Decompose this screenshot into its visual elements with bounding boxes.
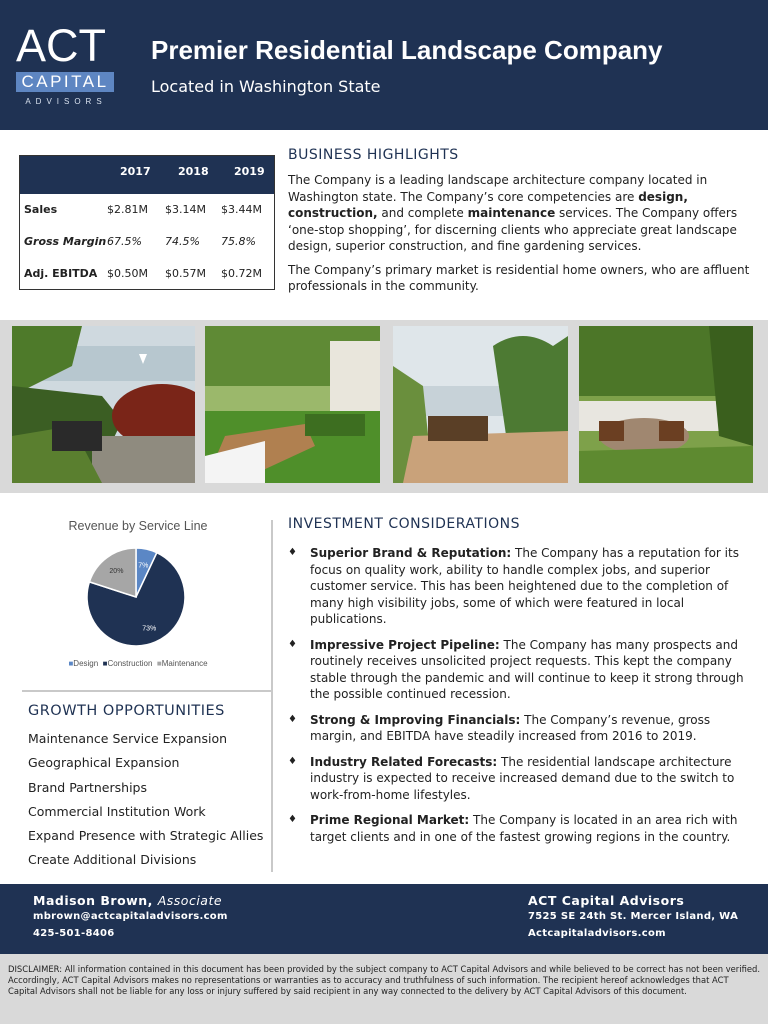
table-cell: $2.81M (107, 203, 148, 216)
list-item (288, 812, 748, 845)
legend-swatch: ■ (156, 659, 162, 668)
legend-entry-construction: Construction (107, 659, 153, 668)
year-header: 2017 (120, 165, 151, 178)
item-heading: Strong & Improving Financials: (310, 712, 521, 727)
logo-advisors-text: ADVISORS (25, 97, 107, 106)
diamond-bullet-icon: ♦ (288, 638, 297, 650)
contact-email[interactable]: mbrown@actcapitaladvisors.com (33, 911, 228, 922)
page-subtitle: Located in Washington State (151, 77, 381, 96)
investment-considerations-title: INVESTMENT CONSIDERATIONS (288, 516, 520, 532)
text-span-bold: maintenance (467, 206, 556, 220)
highlights-paragraph-2: The Company’s primary market is residential home owners, who are affluent professionals in the community. (288, 262, 750, 293)
diamond-bullet-icon: ♦ (288, 713, 297, 725)
landscape-photo-lakeside (12, 326, 195, 483)
table-cell: $3.44M (221, 203, 262, 216)
table-cell: 75.8% (221, 235, 256, 248)
disclaimer: DISCLAIMER: All information contained in this document has been provided by the subject company to ACT Capital Advisors and while believed to be correct has not been verified. Accordingly, ACT Capital Advisors makes no representations or warranties as to accuracy and truthfulness of such information. The recipient hereof acknowledges that ACT Capital Advisors shall not be liable for any loss or injury suffered by said recipient in any way connected to the delivery by ACT Capital Advisors of this document. (0, 954, 768, 1024)
revenue-pie-chart (18, 512, 258, 682)
contact-footer (0, 884, 768, 954)
item-text: The Company has many prospects and routinely receives unsolicited project requests. This kept the company stable through the pandemic and will continue to keep it strong through the possible continued recession. (310, 637, 744, 701)
section-divider (22, 690, 271, 692)
diamond-bullet-icon: ♦ (288, 755, 297, 767)
row-label: Adj. EBITDA (24, 267, 98, 280)
contact-name-text: Madison Brown, (33, 893, 153, 908)
pie-svg (18, 512, 258, 682)
company-logo (16, 20, 116, 106)
list-item (288, 712, 748, 745)
item-text: The residential landscape architecture industry is expected to receive increased demand due to the switch to work-from-home lifestyles. (310, 754, 735, 802)
firm-address: 7525 SE 24th St. Mercer Island, WA (528, 911, 739, 922)
page-title: Premier Residential Landscape Company (151, 35, 663, 65)
table-row-gross-margin (20, 226, 274, 258)
landscape-photo-fire-pit (579, 326, 753, 483)
table-cell: $0.72M (221, 267, 262, 280)
contact-role: Associate (157, 893, 223, 908)
highlights-paragraph-1 (288, 172, 750, 255)
contact-phone[interactable]: 425-501-8406 (33, 928, 115, 939)
table-cell: $0.50M (107, 267, 148, 280)
pie-data-label: 73% (142, 625, 157, 633)
table-cell: 74.5% (165, 235, 200, 248)
item-heading: Prime Regional Market: (310, 813, 470, 827)
column-divider (271, 520, 273, 872)
text-span-bold: design, construction, (288, 189, 688, 220)
year-header: 2018 (178, 165, 209, 178)
logo-act-text: ACT (16, 20, 106, 71)
list-item (288, 637, 748, 703)
logo-capital-text: CAPITAL (16, 72, 114, 92)
list-item: Geographical Expansion (28, 755, 180, 771)
financials-header-row (20, 156, 274, 194)
list-item (288, 545, 748, 628)
legend-swatch: ■ (68, 659, 74, 668)
item-text: The Company has a reputation for its focus on quality work, ability to handle complex jobs, and superior customer service. This has been heightened due to the completion of many high visibility jobs, some of which were featured in local publications. (310, 546, 739, 626)
table-cell: $0.57M (165, 267, 206, 280)
list-item: Expand Presence with Strategic Allies (28, 828, 264, 844)
diamond-bullet-icon: ♦ (288, 814, 297, 825)
photo-gallery (0, 320, 768, 493)
firm-name: ACT Capital Advisors (528, 893, 685, 908)
legend-entry-design: Design (73, 659, 99, 668)
row-label: Gross Margin (24, 235, 107, 248)
text-span: services. The Company offers ‘one-stop shopping’, for discerning clients who appreciate great landscape design, superior construction, and fine gardening services. (288, 206, 738, 253)
growth-opportunities-title: GROWTH OPPORTUNITIES (28, 703, 225, 719)
row-label: Sales (24, 203, 58, 216)
landscape-photo-patio (393, 326, 568, 483)
financials-table (19, 155, 275, 290)
item-heading: Industry Related Forecasts: (310, 754, 498, 769)
business-highlights-body (288, 172, 750, 302)
investment-considerations-list (288, 545, 748, 854)
business-highlights-title: BUSINESS HIGHLIGHTS (288, 147, 459, 163)
year-header: 2019 (234, 165, 265, 178)
list-item: Brand Partnerships (28, 779, 147, 795)
legend-swatch: ■ (102, 659, 108, 668)
list-item: Commercial Institution Work (28, 803, 206, 819)
pie-data-label: 20% (109, 568, 124, 576)
text-span: and complete (377, 206, 468, 220)
diamond-bullet-icon: ♦ (288, 547, 297, 558)
contact-name (33, 893, 222, 908)
item-heading: Superior Brand & Reputation: (310, 546, 512, 560)
legend-entry-maintenance: Maintenance (161, 659, 208, 668)
header-banner (0, 0, 768, 130)
item-text: The Company is located in an area rich with target clients and in one of the fastest growing regions in the country. (310, 813, 738, 844)
firm-website[interactable]: Actcapitaladvisors.com (528, 928, 666, 939)
chart-title: Revenue by Service Line (68, 519, 208, 533)
growth-opportunities-list (28, 730, 263, 876)
table-cell: $3.14M (165, 203, 206, 216)
chart-legend (18, 659, 258, 668)
table-row-sales (20, 194, 274, 226)
pie-data-label: 7% (138, 562, 149, 570)
list-item (288, 754, 748, 804)
list-item: Maintenance Service Expansion (28, 731, 228, 746)
text-span: The Company is a leading landscape architecture company located in Washington state. The Company’s core competencies are (288, 173, 708, 204)
item-heading: Impressive Project Pipeline: (310, 637, 500, 652)
table-row-adj-ebitda (20, 258, 274, 290)
table-cell: 67.5% (107, 235, 142, 248)
list-item: Create Additional Divisions (28, 852, 197, 868)
landscape-photo-garden-path (205, 326, 380, 483)
item-text: The Company’s revenue, gross margin, and EBITDA have steadily increased from 2016 to 2019. (310, 712, 711, 743)
